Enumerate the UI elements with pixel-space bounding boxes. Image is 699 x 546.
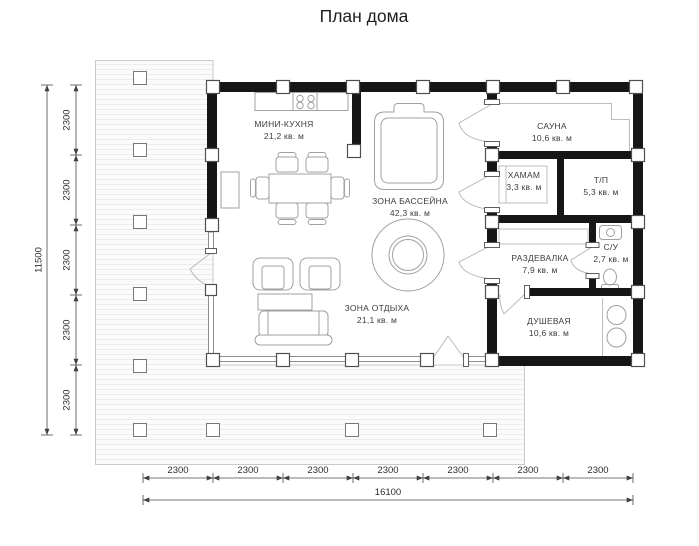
sink-icon (600, 226, 622, 240)
sofa (255, 311, 332, 345)
room-name: РАЗДЕВАЛКА (511, 253, 569, 263)
room-label-hamam (506, 170, 541, 193)
dim-left-segment-3: 2300 (61, 319, 73, 341)
sauna-door-arc (459, 104, 492, 142)
room-label-tp (583, 175, 618, 198)
room-area: 7,9 кв. м (522, 264, 558, 275)
dim-bottom-segment-3: 2300 (377, 465, 399, 476)
room-area: 42,3 кв. м (389, 207, 431, 218)
toilet-icon (602, 269, 619, 291)
sideboard (221, 172, 239, 208)
hamam-door-arc (459, 174, 492, 210)
room-name: ДУШЕВАЯ (527, 316, 571, 326)
entrance-door-arc (433, 336, 464, 358)
page-title: План дома (319, 6, 409, 26)
dim-left-segment-0: 2300 (61, 109, 73, 131)
room-label-sauna (532, 121, 572, 144)
room-area: 2,7 кв. м (593, 253, 629, 264)
room-label-shower-room (527, 316, 571, 339)
glass-walls (209, 232, 488, 362)
room-label-pool-zone (372, 196, 448, 219)
changing-room-door-arc (459, 245, 492, 279)
dim-bottom-segment-1: 2300 (237, 465, 259, 476)
dim-bottom-segment-2: 2300 (307, 465, 329, 476)
changing-room-bench (499, 229, 588, 244)
room-area: 5,3 кв. м (583, 186, 619, 197)
dim-left-segment-4: 2300 (61, 389, 73, 411)
room-area: 3,3 кв. м (506, 181, 542, 192)
room-label-mini-kitchen (254, 119, 313, 142)
dim-bottom-segment-6: 2300 (587, 465, 609, 476)
pool (375, 104, 444, 190)
dim-bottom-segment-0: 2300 (167, 465, 189, 476)
room-name: Т/П (593, 175, 609, 185)
room-name: ЗОНА ОТДЫХА (344, 303, 410, 313)
room-name: САУНА (537, 121, 567, 131)
room-name: С/У (603, 242, 619, 252)
dim-bottom-total: 16100 (374, 487, 402, 498)
room-area: 10,6 кв. м (528, 327, 570, 338)
wc-door-arc (571, 247, 592, 274)
room-label-rest-zone (345, 303, 410, 326)
shower-icons (603, 298, 627, 356)
room-area: 21,1 кв. м (356, 314, 398, 325)
dining-set (251, 153, 350, 225)
room-label-wc (593, 242, 628, 265)
room-name: ХАМАМ (507, 170, 541, 180)
dim-left-segment-2: 2300 (61, 249, 73, 271)
dim-bottom-segment-5: 2300 (517, 465, 539, 476)
room-name: МИНИ-КУХНЯ (254, 119, 314, 129)
room-label-changing-room (511, 253, 568, 276)
armchairs (253, 258, 340, 290)
coffee-table (258, 294, 312, 310)
room-area: 21,2 кв. м (263, 130, 305, 141)
room-name: ЗОНА БАССЕЙНА (372, 196, 448, 206)
dim-left-segment-1: 2300 (61, 179, 73, 201)
dim-left-total: 11500 (33, 247, 45, 273)
dim-bottom-segment-4: 2300 (447, 465, 469, 476)
jacuzzi (372, 219, 444, 291)
shower-room-door-arc (500, 294, 525, 314)
room-area: 10,6 кв. м (531, 132, 573, 143)
